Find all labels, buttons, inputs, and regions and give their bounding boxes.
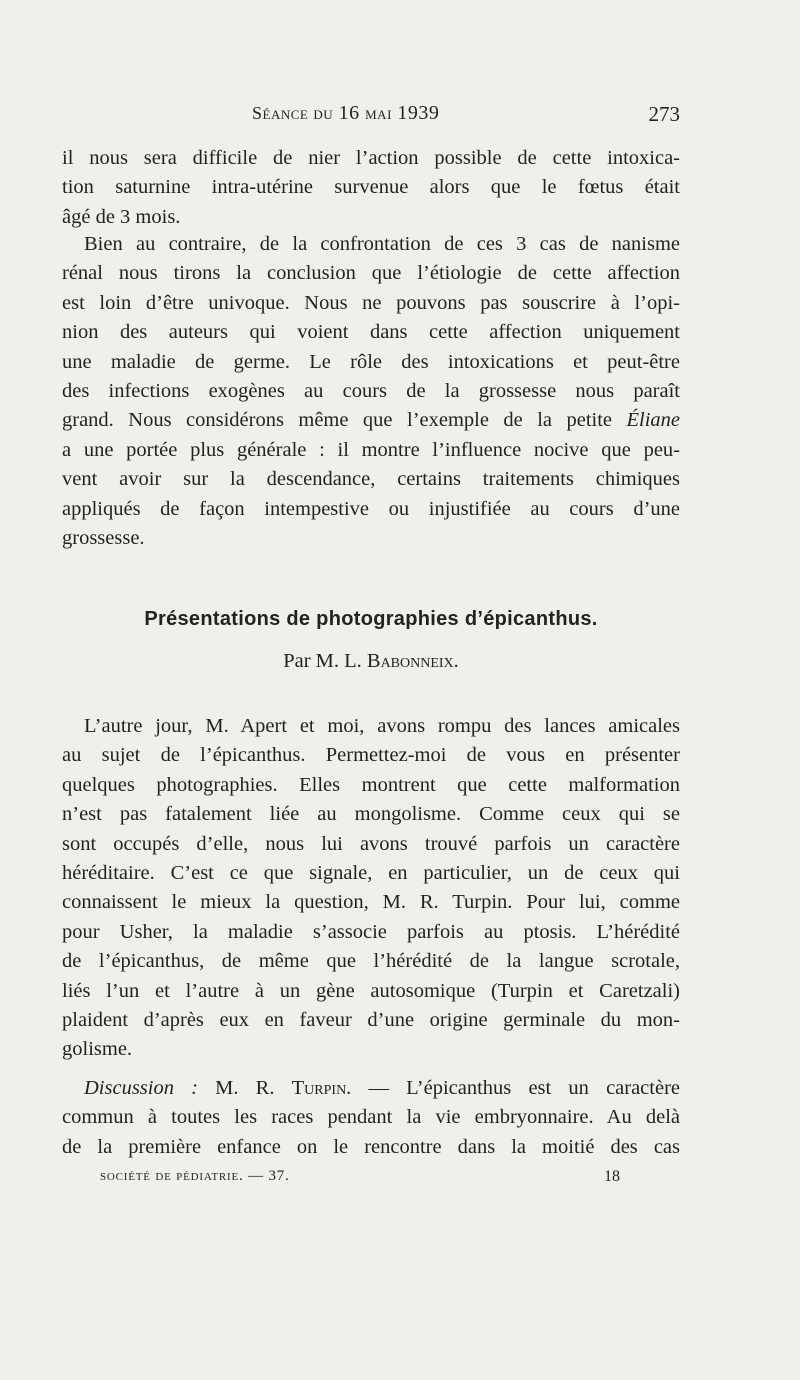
discussion-first-line bbox=[62, 1074, 680, 1103]
text-line: n’est pas fatalement liée au mongolisme. Comme ceux qui se bbox=[62, 803, 680, 826]
text-line: liés l’un et l’autre à un gène autosomique (Turpin et Caretzali) bbox=[62, 979, 680, 1002]
text-line: golisme. bbox=[62, 1038, 133, 1061]
running-head-title bbox=[252, 102, 439, 125]
header-day: 16 bbox=[338, 102, 360, 124]
paragraph-epicanthus bbox=[62, 712, 680, 1065]
paragraph-discussion bbox=[62, 1074, 680, 1162]
page-footer bbox=[100, 1168, 620, 1192]
header-month: mai bbox=[365, 103, 392, 123]
text-line: une maladie de germe. Le rôle des intoxications et peut-être bbox=[62, 350, 680, 373]
byline-prefix: Par M. L. bbox=[283, 650, 362, 672]
text-line: commun à toutes les races pendant la vie embryonnaire. Au delà bbox=[62, 1106, 680, 1129]
text-line: rénal nous tirons la conclusion que l’étiologie de cette affection bbox=[62, 262, 680, 285]
text-line: est loin d’être univoque. Nous ne pouvons pas souscrire à l’opi- bbox=[62, 291, 680, 314]
text-line: Bien au contraire, de la confrontation de ces 3 cas de nanisme bbox=[84, 233, 680, 255]
text-line: héréditaire. C’est ce que signale, en particulier, un de ceux qui bbox=[62, 862, 680, 885]
text-line: de l’épicanthus, de même que l’hérédité de la langue scrotale, bbox=[62, 950, 680, 973]
text-line: quelques photographies. Elles montrent que cette malformation bbox=[62, 773, 680, 796]
text-line: grossesse. bbox=[62, 527, 145, 550]
text-line: tion saturnine intra-utérine survenue alors que le fœtus était bbox=[62, 176, 680, 199]
discussion-label: Discussion : bbox=[84, 1077, 198, 1099]
paragraph-continuation bbox=[62, 144, 680, 232]
page-number: 273 bbox=[648, 102, 680, 126]
text-line-with-name bbox=[62, 406, 680, 435]
footer-journal: société de pédiatrie. — 37. bbox=[100, 1168, 290, 1184]
text-line: appliqués de façon intempestive ou injustifiée au cours d’une bbox=[62, 497, 680, 520]
text-line: des infections exogènes au cours de la grossesse nous paraît bbox=[62, 380, 680, 403]
footer-signature: 18 bbox=[604, 1168, 620, 1185]
text-line: L’autre jour, M. Apert et moi, avons rompu des lances amicales bbox=[84, 715, 680, 737]
text-line: connaissent le mieux la question, M. R. Turpin. Pour lui, comme bbox=[62, 891, 680, 914]
text-line: nion des auteurs qui voient dans cette affection uniquement bbox=[62, 321, 680, 344]
text-line: de la première enfance on le rencontre dans la moitié des cas bbox=[62, 1135, 680, 1158]
header-title-prefix: Séance du bbox=[252, 103, 334, 123]
text-line: plaident d’après eux en faveur d’une origine germinale du mon- bbox=[62, 1009, 680, 1032]
text-line: a une portée plus générale : il montre l’influence nocive que peu- bbox=[62, 438, 680, 461]
text-line: âgé de 3 mois. bbox=[62, 205, 181, 228]
running-head bbox=[62, 100, 680, 130]
text-line: il nous sera difficile de nier l’action possible de cette intoxica- bbox=[62, 147, 680, 169]
header-year: 1939 bbox=[397, 102, 440, 124]
text-line: sont occupés d’elle, nous lui avons trouvé parfois un caractère bbox=[62, 832, 680, 855]
text-segment: grand. Nous considérons même que l’exemple de la petite bbox=[62, 409, 613, 432]
patient-name: Éliane bbox=[626, 409, 680, 432]
paragraph-conclusion bbox=[62, 230, 680, 553]
text-segment: — L’épicanthus est un caractère bbox=[368, 1077, 681, 1099]
byline bbox=[62, 650, 680, 673]
text-line: vent avoir sur la descendance, certains traitements chimiques bbox=[62, 468, 680, 491]
section-title: Présentations de photographies d’épicanthus. bbox=[144, 608, 598, 630]
text-line: au sujet de l’épicanthus. Permettez-moi de vous en présenter bbox=[62, 744, 680, 767]
speaker-prefix: M. R. bbox=[215, 1077, 275, 1099]
byline-author: Babonneix. bbox=[366, 650, 459, 672]
speaker-name: Turpin. bbox=[291, 1077, 352, 1099]
text-line: pour Usher, la maladie s’associe parfois au ptosis. L’hérédité bbox=[62, 920, 680, 943]
